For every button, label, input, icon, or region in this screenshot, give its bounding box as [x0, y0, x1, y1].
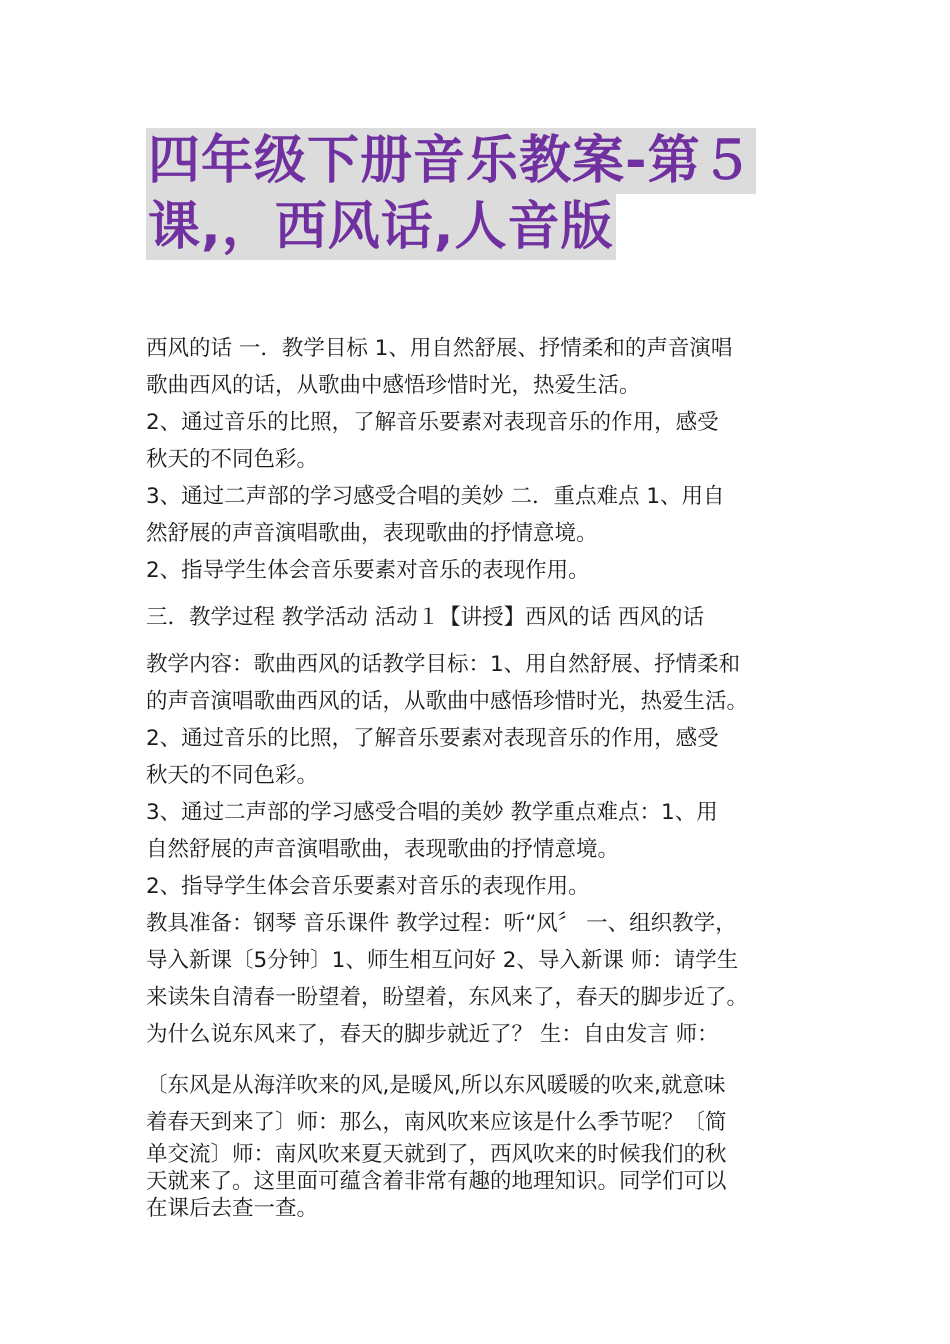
body-line: 天就来了。这里面可蕴含着非常有趣的地理知识。同学们可以 — [146, 1169, 727, 1194]
title-line-2: 课,，西风话,人音版 — [146, 194, 616, 260]
body-line: 着春天到来了〕师：那么，南风吹来应该是什么季节呢？〔简 — [146, 1110, 727, 1135]
body-line: 三．教学过程 教学活动 活动１【讲授】西风的话 西风的话 — [146, 605, 705, 630]
body-line: 2、指导学生体会音乐要素对音乐的表现作用。 — [146, 874, 590, 899]
body-line: 秋天的不同色彩。 — [146, 447, 319, 472]
body-line: 2、通过音乐的比照，了解音乐要素对表现音乐的作用，感受 — [146, 726, 719, 751]
body-line: 为什么说东风来了，春天的脚步就近了？ 生：自由发言 师： — [146, 1022, 719, 1047]
body-line: 教具准备：钢琴 音乐课件 教学过程：听“风〞 一、组织教学， — [146, 911, 737, 936]
body-line: 2、通过音乐的比照，了解音乐要素对表现音乐的作用，感受 — [146, 410, 719, 435]
body-line: 来读朱自清春一盼望着，盼望着，东风来了，春天的脚步近了。 — [146, 985, 749, 1010]
body-line: 〔东风是从海洋吹来的风,是暖风,所以东风暖暖的吹来,就意味 — [146, 1073, 726, 1098]
body-line: 西风的话 一．教学目标 1、用自然舒展、抒情柔和的声音演唱 — [146, 336, 733, 361]
body-line: 自然舒展的声音演唱歌曲，表现歌曲的抒情意境。 — [146, 837, 620, 862]
body-line: 歌曲西风的话，从歌曲中感悟珍惜时光，热爱生活。 — [146, 373, 641, 398]
document-body — [146, 330, 816, 1222]
body-line: 然舒展的声音演唱歌曲，表现歌曲的抒情意境。 — [146, 521, 598, 546]
document-title — [146, 128, 816, 260]
body-line: 单交流〕师：南风吹来夏天就到了，西风吹来的时候我们的秋 — [146, 1142, 727, 1167]
body-line: 导入新课〔5分钟〕1、师生相互问好 2、导入新课 师：请学生 — [146, 948, 739, 973]
body-line: 3、通过二声部的学习感受合唱的美妙 教学重点难点：1、用 — [146, 800, 718, 825]
body-line: 秋天的不同色彩。 — [146, 763, 319, 788]
body-line: 3、通过二声部的学习感受合唱的美妙 二．重点难点 1、用自 — [146, 484, 725, 509]
body-line: 在课后去查一查。 — [146, 1196, 319, 1221]
body-line: 教学内容：歌曲西风的话教学目标：1、用自然舒展、抒情柔和 — [146, 652, 741, 677]
body-line: 的声音演唱歌曲西风的话，从歌曲中感悟珍惜时光，热爱生活。 — [146, 689, 749, 714]
title-line-1: 四年级下册音乐教案-第５ — [146, 128, 756, 194]
body-line: 2、指导学生体会音乐要素对音乐的表现作用。 — [146, 558, 590, 583]
